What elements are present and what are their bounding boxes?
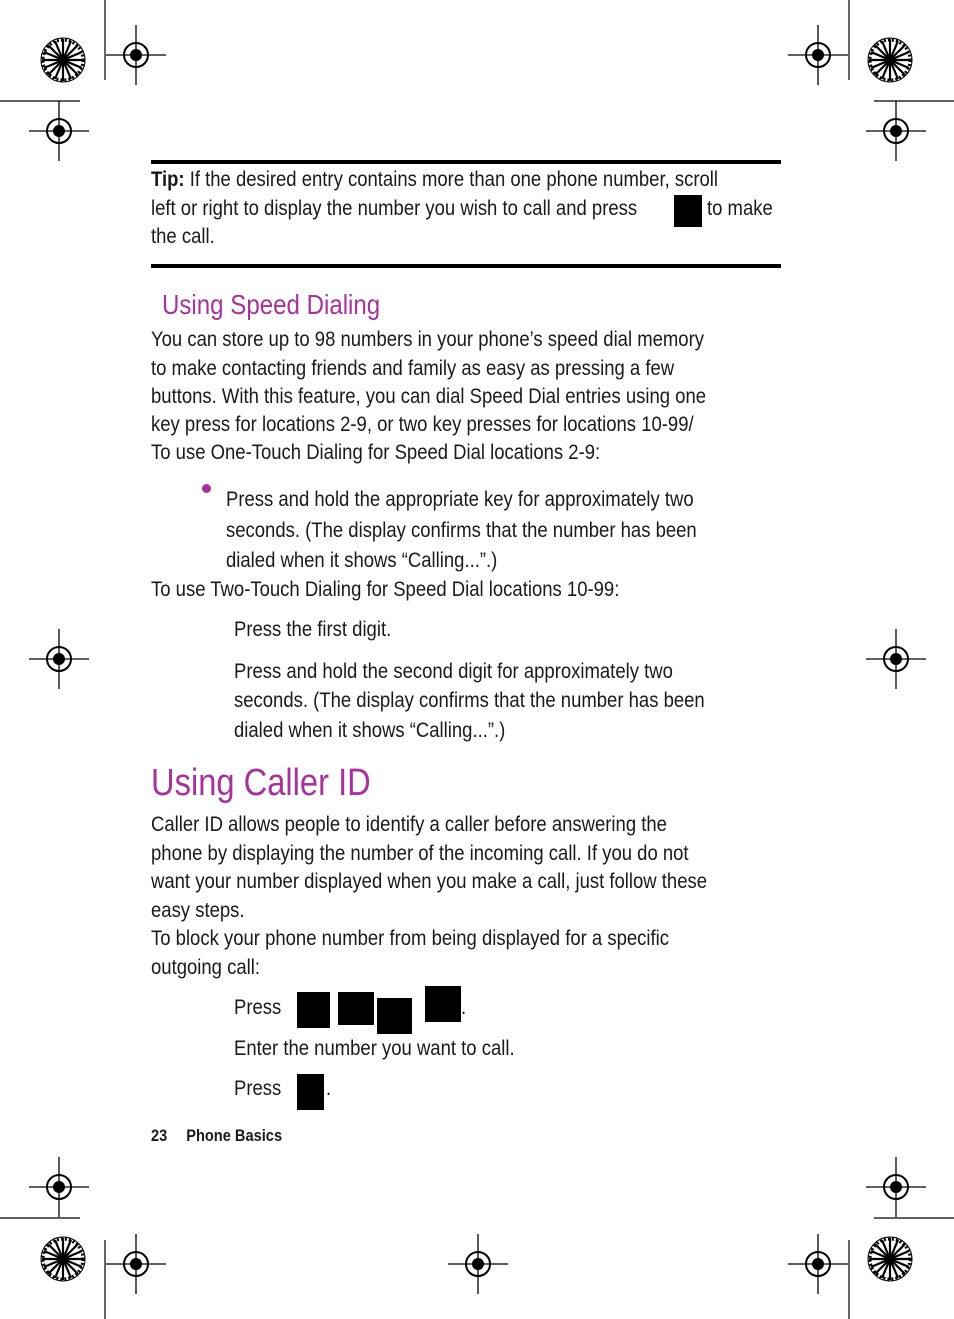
caller-id-step-3-label: Press xyxy=(234,1076,282,1100)
speed-dialing-heading: Using Speed Dialing xyxy=(162,289,381,320)
send-key-icon xyxy=(425,986,461,1022)
page-footer xyxy=(151,1126,282,1146)
caller-id-step-3-period: . xyxy=(326,1076,332,1100)
tip-top-rule xyxy=(151,160,781,164)
caller-id-heading: Using Caller ID xyxy=(151,762,371,804)
bullet-icon xyxy=(202,484,211,493)
caller-id-intro-line: outgoing call: xyxy=(151,955,260,979)
footer-section: Phone Basics xyxy=(186,1126,283,1145)
speed-intro-line: buttons. With this feature, you can dial Speed Dial entries using one xyxy=(151,384,707,408)
caller-id-step-1-period: . xyxy=(461,995,467,1019)
star-key-icon xyxy=(297,992,330,1028)
speed-intro-line: to make contacting friends and family as easy as pressing a few xyxy=(151,356,675,380)
caller-id-intro-line: To block your phone number from being displayed for a specific xyxy=(151,926,670,950)
tip-line-2b: to make xyxy=(707,196,773,220)
tip-line-1 xyxy=(151,165,718,194)
send-key-icon xyxy=(297,1074,324,1110)
two-touch-step-2-line: seconds. (The display confirms that the number has been xyxy=(234,688,705,712)
speed-intro-line: key press for locations 2-9, or two key presses for locations 10-99/ xyxy=(151,412,694,436)
tip-label: Tip: xyxy=(151,167,185,191)
caller-id-intro-line: Caller ID allows people to identify a caller before answering the xyxy=(151,812,667,836)
bullet-line: dialed when it shows “Calling...”.) xyxy=(226,548,498,572)
tip-line-2a: left or right to display the number you wish to call and press xyxy=(151,196,638,220)
tip-text-1: If the desired entry contains more than one phone number, scroll xyxy=(189,167,719,191)
seven-key-icon xyxy=(377,998,412,1034)
caller-id-intro-line: easy steps. xyxy=(151,898,245,922)
tip-bottom-rule xyxy=(151,264,781,268)
six-key-icon xyxy=(338,992,374,1025)
two-touch-step-2-line: Press and hold the second digit for approximately two xyxy=(234,659,673,683)
caller-id-intro-line: phone by displaying the number of the incoming call. If you do not xyxy=(151,841,689,865)
bullet-line: seconds. (The display confirms that the number has been xyxy=(226,518,697,542)
two-touch-step-2-line: dialed when it shows “Calling...”.) xyxy=(234,718,506,742)
send-key-icon xyxy=(674,195,702,227)
page-number: 23 xyxy=(151,1126,168,1145)
speed-intro-line: You can store up to 98 numbers in your phone’s speed dial memory xyxy=(151,327,704,351)
two-touch-intro: To use Two-Touch Dialing for Speed Dial locations 10-99: xyxy=(151,577,620,601)
caller-id-intro-line: want your number displayed when you make a call, just follow these xyxy=(151,869,708,893)
two-touch-step-1: Press the first digit. xyxy=(234,617,392,641)
caller-id-step-1-label: Press xyxy=(234,995,282,1019)
caller-id-step-2: Enter the number you want to call. xyxy=(234,1036,515,1060)
speed-intro-line: To use One-Touch Dialing for Speed Dial locations 2-9: xyxy=(151,440,601,464)
bullet-line: Press and hold the appropriate key for approximately two xyxy=(226,487,694,511)
tip-line-3: the call. xyxy=(151,224,215,248)
